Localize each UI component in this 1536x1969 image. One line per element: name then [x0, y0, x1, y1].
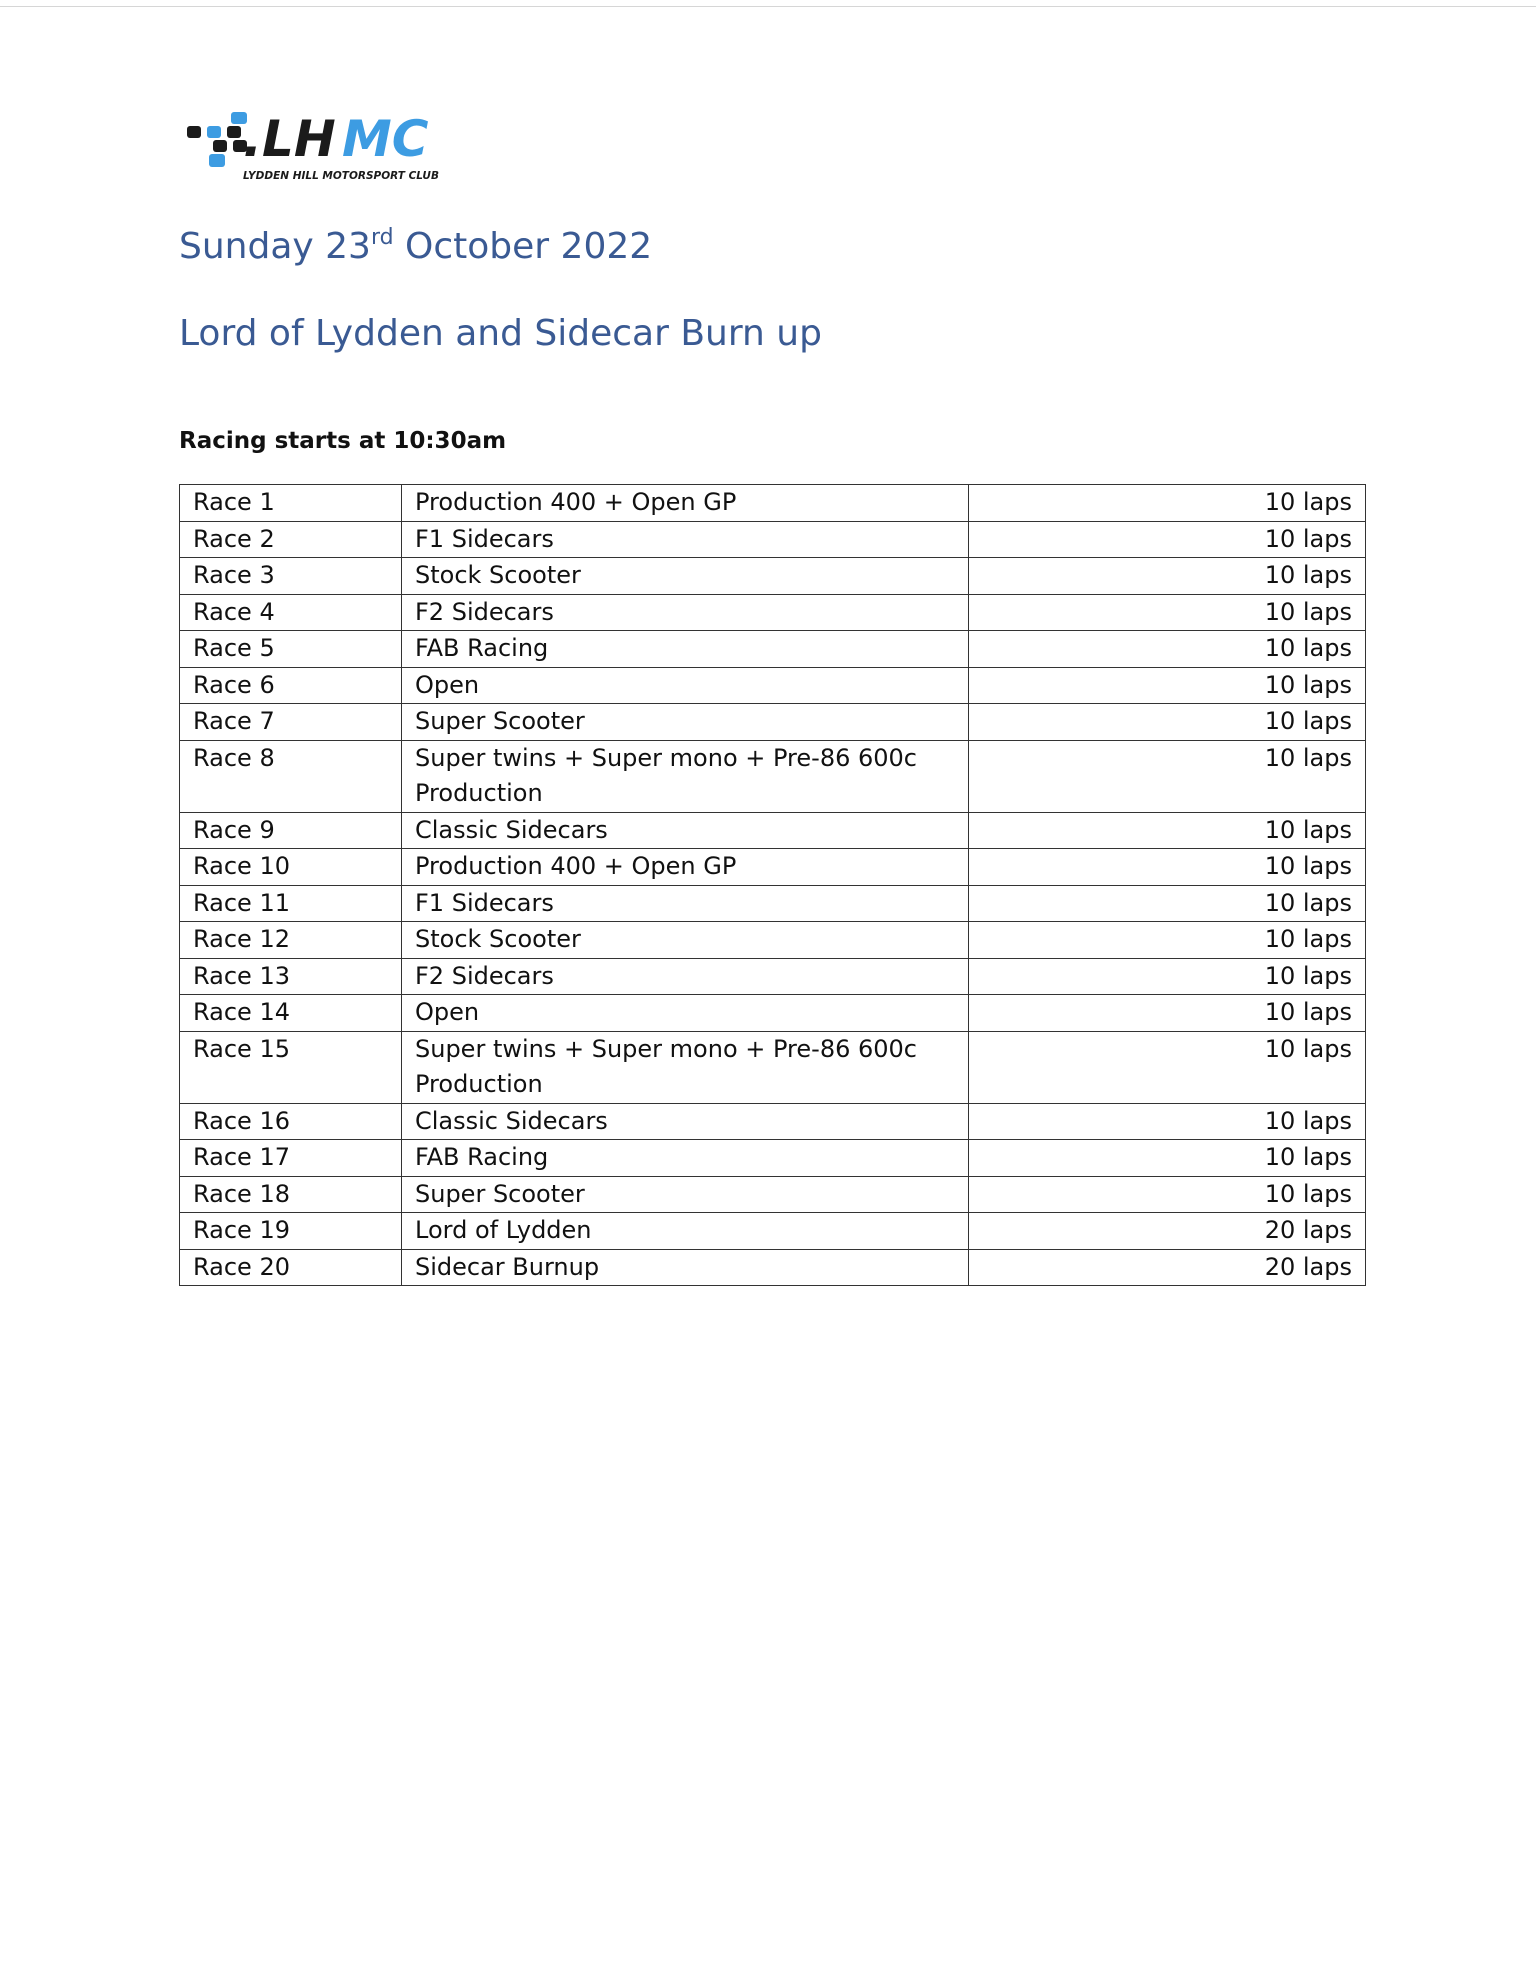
- race-class-cell: FAB Racing: [402, 631, 969, 668]
- table-row: [180, 740, 1366, 812]
- race-laps-cell: 10 laps: [969, 1176, 1366, 1213]
- page-top-rule: [0, 6, 1536, 7]
- logo-block: [187, 126, 201, 138]
- race-laps-cell: 10 laps: [969, 849, 1366, 886]
- race-class-cell: F2 Sidecars: [402, 594, 969, 631]
- race-class-cell: Production 400 + Open GP: [402, 849, 969, 886]
- race-number-cell: Race 17: [180, 1140, 402, 1177]
- race-number-cell: Race 6: [180, 667, 402, 704]
- logo-block: [207, 126, 221, 138]
- table-row: [180, 594, 1366, 631]
- race-schedule-table: [179, 484, 1366, 1286]
- table-row: [180, 667, 1366, 704]
- race-number-cell: Race 13: [180, 958, 402, 995]
- race-laps-cell: 10 laps: [969, 1031, 1366, 1103]
- logo-block: [227, 126, 241, 138]
- event-date-month-year: October 2022: [393, 226, 653, 267]
- table-row: [180, 1103, 1366, 1140]
- race-number-cell: Race 19: [180, 1213, 402, 1250]
- table-row: [180, 1249, 1366, 1286]
- table-row: [180, 958, 1366, 995]
- table-row: [180, 922, 1366, 959]
- event-date-ordinal: rd: [370, 225, 394, 250]
- table-row: [180, 704, 1366, 741]
- logo-wordmark-dark: .LH: [243, 110, 336, 168]
- race-number-cell: Race 14: [180, 995, 402, 1032]
- race-class-cell: Lord of Lydden: [402, 1213, 969, 1250]
- table-row: [180, 1213, 1366, 1250]
- race-laps-cell: 10 laps: [969, 631, 1366, 668]
- race-number-cell: Race 7: [180, 704, 402, 741]
- event-date-day: Sunday 23: [179, 226, 371, 267]
- race-laps-cell: 10 laps: [969, 1140, 1366, 1177]
- logo-block: [213, 140, 227, 152]
- table-row: [180, 631, 1366, 668]
- race-number-cell: Race 5: [180, 631, 402, 668]
- race-number-cell: Race 11: [180, 885, 402, 922]
- table-row: [180, 1176, 1366, 1213]
- race-schedule-body: [180, 485, 1366, 1286]
- race-class-cell: Super twins + Super mono + Pre-86 600c Production: [402, 1031, 969, 1103]
- race-number-cell: Race 3: [180, 558, 402, 595]
- race-class-cell: F2 Sidecars: [402, 958, 969, 995]
- race-laps-cell: 20 laps: [969, 1249, 1366, 1286]
- race-number-cell: Race 15: [180, 1031, 402, 1103]
- race-class-cell: Stock Scooter: [402, 922, 969, 959]
- logo-block: [209, 154, 225, 167]
- lhmc-logo: [185, 110, 455, 190]
- race-laps-cell: 10 laps: [969, 521, 1366, 558]
- table-row: [180, 558, 1366, 595]
- race-laps-cell: 10 laps: [969, 958, 1366, 995]
- race-number-cell: Race 9: [180, 812, 402, 849]
- event-date: [179, 226, 652, 267]
- race-class-cell: F1 Sidecars: [402, 885, 969, 922]
- table-row: [180, 995, 1366, 1032]
- race-number-cell: Race 12: [180, 922, 402, 959]
- race-class-cell: Super Scooter: [402, 1176, 969, 1213]
- table-row: [180, 849, 1366, 886]
- race-number-cell: Race 4: [180, 594, 402, 631]
- racing-start-note: Racing starts at 10:30am: [179, 428, 507, 454]
- table-row: [180, 1140, 1366, 1177]
- race-class-cell: Open: [402, 667, 969, 704]
- race-number-cell: Race 2: [180, 521, 402, 558]
- race-laps-cell: 10 laps: [969, 594, 1366, 631]
- table-row: [180, 885, 1366, 922]
- race-laps-cell: 10 laps: [969, 885, 1366, 922]
- race-class-cell: Stock Scooter: [402, 558, 969, 595]
- race-laps-cell: 10 laps: [969, 922, 1366, 959]
- race-laps-cell: 10 laps: [969, 995, 1366, 1032]
- race-class-cell: F1 Sidecars: [402, 521, 969, 558]
- race-class-cell: Super Scooter: [402, 704, 969, 741]
- race-number-cell: Race 18: [180, 1176, 402, 1213]
- race-laps-cell: 10 laps: [969, 667, 1366, 704]
- lhmc-logo-graphic: [185, 110, 455, 190]
- race-class-cell: Sidecar Burnup: [402, 1249, 969, 1286]
- race-number-cell: Race 8: [180, 740, 402, 812]
- table-row: [180, 812, 1366, 849]
- race-laps-cell: 10 laps: [969, 812, 1366, 849]
- logo-tagline: LYDDEN HILL MOTORSPORT CLUB: [243, 170, 439, 182]
- race-number-cell: Race 1: [180, 485, 402, 522]
- table-row: [180, 1031, 1366, 1103]
- race-class-cell: Classic Sidecars: [402, 1103, 969, 1140]
- race-class-cell: Super twins + Super mono + Pre-86 600c Production: [402, 740, 969, 812]
- event-title: Lord of Lydden and Sidecar Burn up: [179, 313, 822, 354]
- logo-wordmark-accent: MC: [342, 110, 429, 168]
- race-class-cell: Production 400 + Open GP: [402, 485, 969, 522]
- race-laps-cell: 10 laps: [969, 1103, 1366, 1140]
- race-class-cell: Open: [402, 995, 969, 1032]
- race-number-cell: Race 10: [180, 849, 402, 886]
- table-row: [180, 521, 1366, 558]
- race-class-cell: FAB Racing: [402, 1140, 969, 1177]
- race-number-cell: Race 20: [180, 1249, 402, 1286]
- race-laps-cell: 10 laps: [969, 740, 1366, 812]
- table-row: [180, 485, 1366, 522]
- race-laps-cell: 10 laps: [969, 485, 1366, 522]
- race-laps-cell: 20 laps: [969, 1213, 1366, 1250]
- race-number-cell: Race 16: [180, 1103, 402, 1140]
- race-class-cell: Classic Sidecars: [402, 812, 969, 849]
- race-laps-cell: 10 laps: [969, 558, 1366, 595]
- race-laps-cell: 10 laps: [969, 704, 1366, 741]
